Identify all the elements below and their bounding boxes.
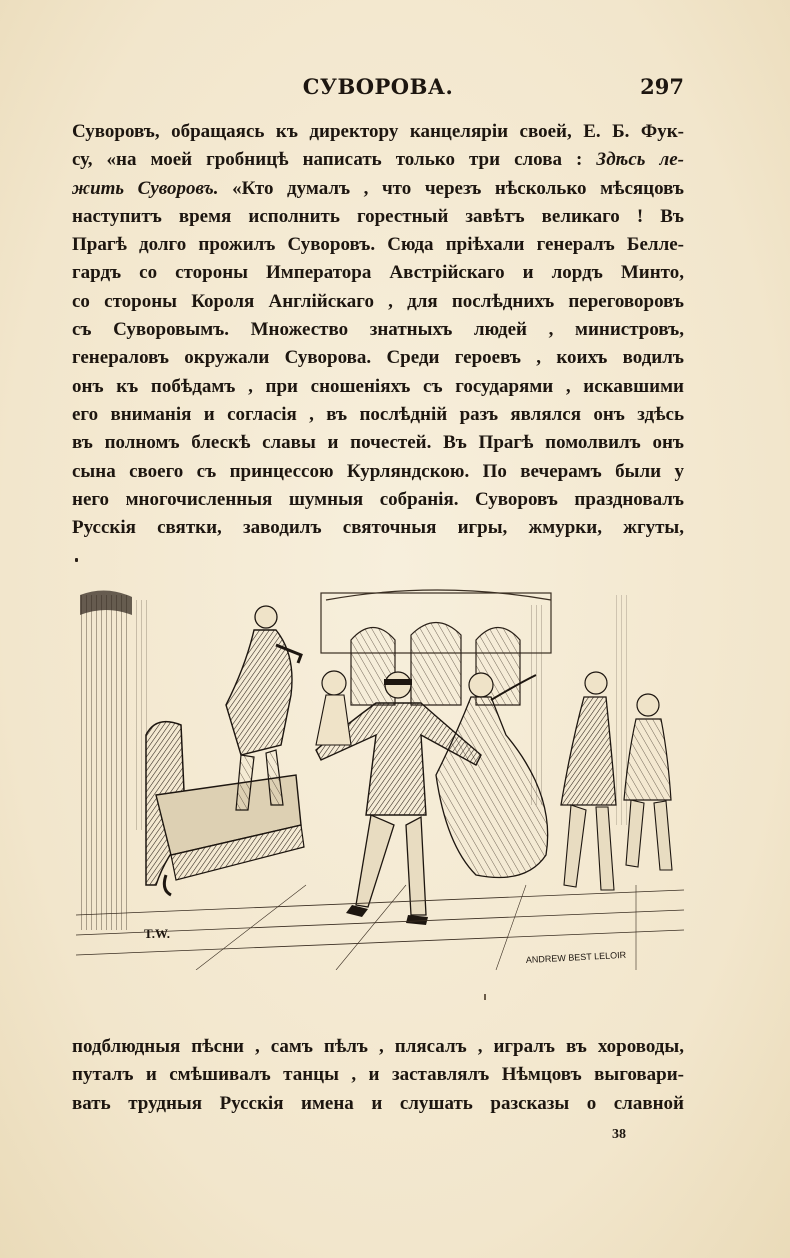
ink-speck	[484, 994, 486, 1000]
text-line: онъ къ побѣдамъ , при сношеніяхъ съ государями , искавшими	[72, 375, 684, 397]
text-line	[72, 146, 684, 174]
text-line-part: су, «на моей гробницѣ написать только три слова :	[72, 149, 597, 171]
paragraph-top	[72, 118, 684, 542]
running-title: СУВОРОВА.	[302, 74, 454, 99]
text-line: въ полномъ блескѣ славы и почестей. Въ Прагѣ помолвилъ онъ	[72, 432, 684, 454]
text-line: вать трудныя Русскія имена и слушать разсказы о славной	[72, 1092, 684, 1114]
text-line: со стороны Короля Англійскаго , для послѣднихъ переговоровъ	[72, 290, 684, 312]
signature-mark: 38	[612, 1127, 626, 1142]
text-line: Суворовъ, обращаясь къ директору канцеляріи своей, Е. Б. Фук-	[72, 121, 684, 142]
curtain	[80, 595, 130, 930]
ink-speck	[75, 558, 78, 562]
text-line: сына своего съ принцессою Курляндскою. По вечерамъ были у	[72, 460, 684, 482]
text-line: наступитъ время исполнить горестный завѣтъ великаго ! Въ	[72, 205, 684, 227]
italic-phrase: жить Суворовъ.	[72, 177, 219, 199]
italic-phrase: Здѣсь ле-	[596, 149, 684, 171]
text-line: гардъ со стороны Императора Австрійскаго и лордъ Минто,	[72, 262, 684, 284]
paragraph-bottom	[72, 1033, 684, 1118]
text-line: Русскія святки, заводилъ святочныя игры, жмурки, жгуты,	[72, 517, 684, 539]
engraver-credit: ANDREW BEST LELOIR	[525, 949, 627, 965]
dancing-lady-dress	[436, 697, 548, 878]
text-line: Прагѣ долго прожилъ Суворовъ. Сюда пріѣхали генералъ Белле-	[72, 234, 684, 256]
text-line: съ Суворовымъ. Множество знатныхъ людей , министровъ,	[72, 319, 684, 341]
engraving-illustration	[76, 585, 684, 970]
blindfolded-legs	[356, 815, 426, 915]
text-line	[72, 175, 684, 203]
monogram-text: T.W.	[144, 926, 171, 941]
figure-head	[255, 606, 277, 628]
text-line: его вниманія и согласія , въ послѣдній разъ являлся онъ здѣсь	[72, 403, 684, 425]
text-line: путалъ и смѣшивалъ танцы , и заставлялъ Нѣмцовъ выговари-	[72, 1064, 684, 1086]
page-number: 297	[640, 74, 684, 99]
text-line: генераловъ окружали Суворова. Среди героевъ , коихъ водилъ	[72, 347, 684, 369]
text-line: подблюдныя пѣсни , самъ пѣлъ , плясалъ , игралъ въ хороводы,	[72, 1036, 684, 1057]
text-line: него многочисленныя шумныя собранія. Суворовъ праздновалъ	[72, 488, 684, 510]
page-header	[72, 72, 684, 106]
text-line-part: «Кто думалъ , что черезъ нѣсколько мѣсяцовъ	[218, 177, 685, 199]
